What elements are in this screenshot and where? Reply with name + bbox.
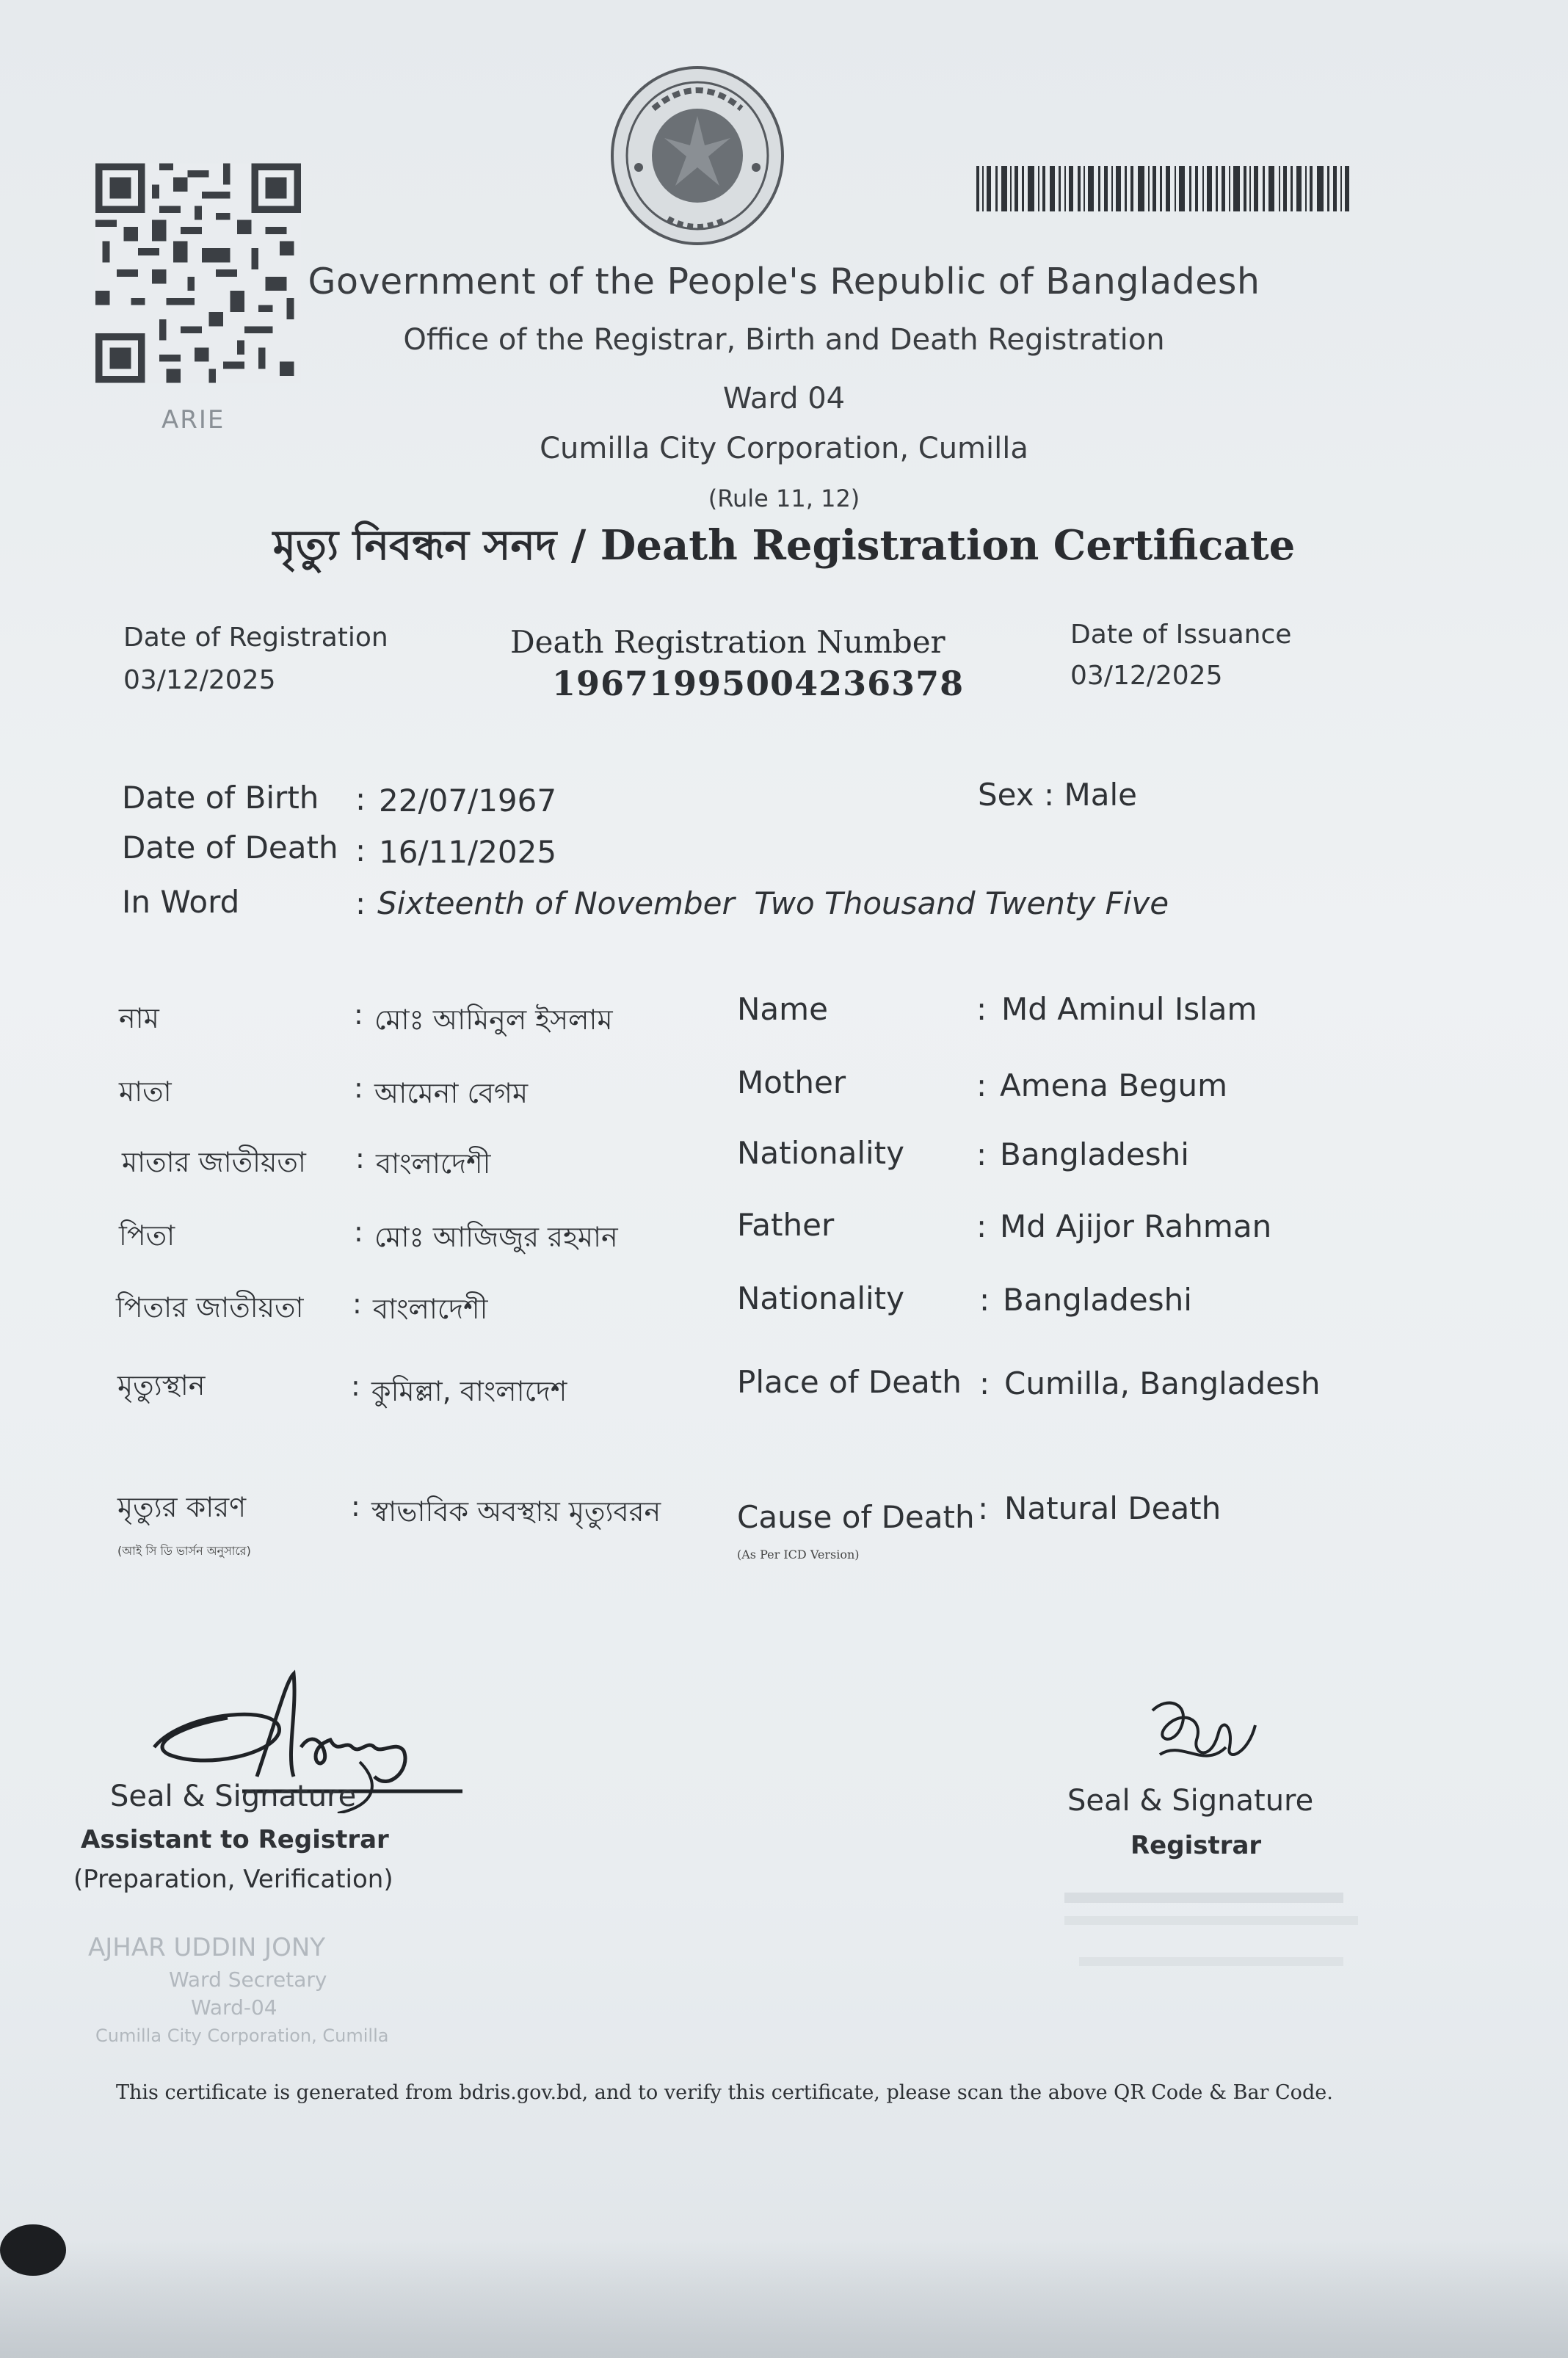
bn-mother-nationality-value: বাংলাদেশী xyxy=(376,1147,491,1180)
en-place-of-death-label: Place of Death xyxy=(737,1364,962,1400)
bn-place-of-death-colon: : xyxy=(351,1370,360,1402)
bn-father-value: মোঃ আজিজুর রহমান xyxy=(374,1221,618,1253)
right-seal-signature-label: Seal & Signature xyxy=(1067,1784,1314,1818)
en-name-colon: : xyxy=(976,991,987,1027)
date-of-registration-value: 03/12/2025 xyxy=(123,665,276,695)
dob-colon: : xyxy=(355,781,366,817)
bn-mother-value: আমেনা বেগম xyxy=(374,1077,529,1109)
en-father-label: Father xyxy=(737,1207,835,1243)
en-icd-note: (As Per ICD Version) xyxy=(737,1548,860,1561)
government-heading: Government of the People's Republic of Bangladesh xyxy=(308,261,1260,302)
en-father-value: Md Ajijor Rahman xyxy=(1000,1208,1272,1244)
office-heading: Office of the Registrar, Birth and Death Registration xyxy=(403,323,1165,357)
en-cause-of-death-label: Cause of Death xyxy=(737,1499,975,1535)
bn-mother-nationality-label: মাতার জাতীয়তা xyxy=(122,1146,306,1178)
dod-colon: : xyxy=(355,832,366,868)
assistant-stamp-line-2: Ward Secretary xyxy=(169,1967,327,1992)
bn-father-colon: : xyxy=(354,1216,363,1248)
en-cause-of-death-colon: : xyxy=(978,1490,989,1526)
bn-cause-of-death-label: মৃত্যুর কারণ xyxy=(117,1491,247,1523)
dob-value: 22/07/1967 xyxy=(379,783,557,819)
rule-heading: (Rule 11, 12) xyxy=(708,485,860,512)
bn-father-nationality-value: বাংলাদেশী xyxy=(373,1293,488,1325)
in-word-value: Sixteenth of November Two Thousand Twenty Five xyxy=(377,885,1169,921)
en-place-of-death-value: Cumilla, Bangladesh xyxy=(1004,1365,1321,1401)
en-mother-nationality-colon: : xyxy=(976,1136,987,1172)
government-seal-logo xyxy=(609,65,785,247)
en-father-nationality-label: Nationality xyxy=(737,1280,905,1316)
en-father-nationality-colon: : xyxy=(979,1282,990,1318)
date-of-issuance-value: 03/12/2025 xyxy=(1070,661,1223,691)
assistant-stamp-line-4: Cumilla City Corporation, Cumilla xyxy=(95,2025,389,2046)
registration-number-value: 19671995004236378 xyxy=(552,664,965,703)
ward-heading: Ward 04 xyxy=(722,382,846,416)
en-mother-value: Amena Begum xyxy=(1000,1067,1228,1103)
dod-label: Date of Death xyxy=(122,830,338,866)
registrar-stamp-faded xyxy=(1064,1887,1358,2004)
sex-value: Sex : Male xyxy=(978,777,1137,813)
en-place-of-death-colon: : xyxy=(979,1365,990,1401)
en-mother-colon: : xyxy=(976,1067,987,1103)
corporation-heading: Cumilla City Corporation, Cumilla xyxy=(540,432,1028,465)
registration-number-label: Death Registration Number xyxy=(510,624,945,660)
dob-label: Date of Birth xyxy=(122,780,319,816)
bn-name-colon: : xyxy=(354,998,363,1031)
en-name-value: Md Aminul Islam xyxy=(1001,991,1257,1027)
date-of-issuance-label: Date of Issuance xyxy=(1070,620,1292,650)
bn-father-label: পিতা xyxy=(119,1219,175,1252)
bn-cause-of-death-value: স্বাভাবিক অবস্থায় মৃত্যুবরন xyxy=(371,1495,661,1528)
bn-mother-nationality-colon: : xyxy=(355,1142,365,1175)
bn-father-nationality-colon: : xyxy=(352,1288,362,1320)
certificate-title: মৃত্যু নিবন্ধন সনদ / Death Registration Certificate xyxy=(272,521,1296,570)
bn-name-value: মোঃ আমিনুল ইসলাম xyxy=(374,1004,613,1036)
in-word-colon: : xyxy=(355,885,366,921)
en-cause-of-death-value: Natural Death xyxy=(1004,1490,1222,1526)
assistant-stamp-line-3: Ward-04 xyxy=(191,1995,277,2020)
bn-father-nationality-label: পিতার জাতীয়তা xyxy=(116,1291,304,1324)
dod-value: 16/11/2025 xyxy=(379,834,557,870)
footer-verification-note: This certificate is generated from bdris.gov.bd, and to verify this certificate, please scan the above QR Code & Bar Code. xyxy=(116,2081,1333,2104)
bn-icd-note: (আই সি ডি ভার্সন অনুসারে) xyxy=(117,1544,251,1558)
preparation-verification-label: (Preparation, Verification) xyxy=(73,1865,393,1894)
en-father-nationality-value: Bangladeshi xyxy=(1003,1282,1192,1318)
en-mother-label: Mother xyxy=(737,1064,846,1100)
bn-place-of-death-value: কুমিল্লা, বাংলাদেশ xyxy=(371,1375,567,1407)
assistant-stamp-line-1: AJHAR UDDIN JONY xyxy=(88,1933,326,1962)
date-of-registration-label: Date of Registration xyxy=(123,623,388,653)
registrar-label: Registrar xyxy=(1130,1831,1262,1860)
en-father-colon: : xyxy=(976,1208,987,1244)
left-seal-signature-label: Seal & Signature xyxy=(110,1780,357,1813)
bn-cause-of-death-colon: : xyxy=(351,1490,360,1523)
en-name-label: Name xyxy=(737,991,828,1027)
bn-name-label: নাম xyxy=(119,1002,159,1034)
bn-place-of-death-label: মৃত্যুস্থান xyxy=(117,1369,206,1401)
barcode xyxy=(976,166,1351,211)
assistant-to-registrar-label: Assistant to Registrar xyxy=(81,1825,389,1854)
bn-mother-colon: : xyxy=(354,1072,363,1104)
scan-artifact xyxy=(0,2224,66,2276)
qr-caption: ARIE xyxy=(161,405,225,435)
en-mother-nationality-label: Nationality xyxy=(737,1135,905,1171)
en-mother-nationality-value: Bangladeshi xyxy=(1000,1136,1189,1172)
bn-mother-label: মাতা xyxy=(119,1075,172,1108)
in-word-label: In Word xyxy=(122,884,240,920)
registrar-signature xyxy=(1138,1681,1270,1784)
